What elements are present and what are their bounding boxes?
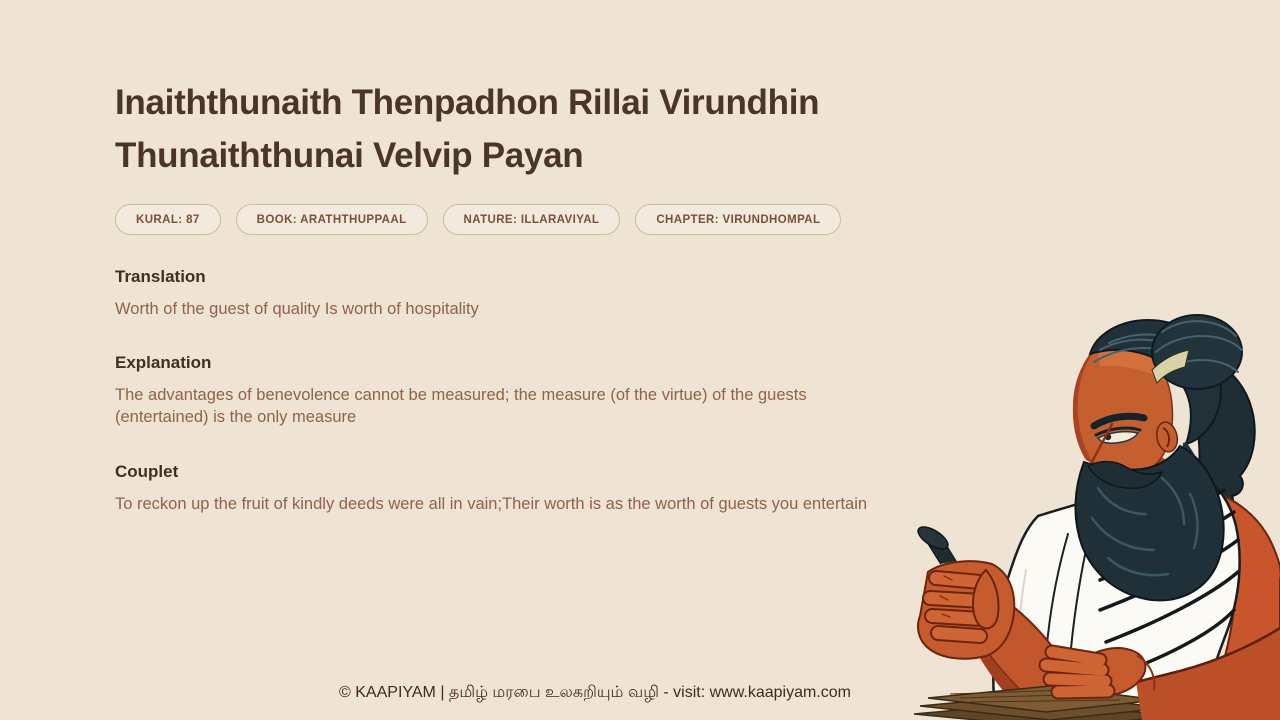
badge-nature: NATURE: ILLARAVIYAL [443,204,621,235]
page-title: Inaiththunaith Thenpadhon Rillai Virundhin Thunaiththunai Velvip Payan [115,83,820,175]
explanation-heading: Explanation [115,353,212,372]
explanation-body: The advantages of benevolence cannot be measured; the measure (of the virtue) of the guests (entertained) is the only measure [115,386,807,426]
translation-heading: Translation [115,267,206,286]
footer-credit: © KAAPIYAM | தமிழ் மரபை உலகறியும் வழி - visit: www.kaapiyam.com [339,684,851,701]
couplet-heading: Couplet [115,462,179,481]
couplet-body: To reckon up the fruit of kindly deeds were all in vain;Their worth is as the worth of guests you entertain [115,495,868,513]
badge-kural-number: KURAL: 87 [115,204,221,235]
section-explanation [115,353,885,428]
writing-hand [918,558,1014,659]
badge-chapter: CHAPTER: VIRUNDHOMPAL [635,204,841,235]
translation-body: Worth of the guest of quality Is worth of hospitality [115,300,479,318]
section-couplet [115,462,867,515]
badge-book: BOOK: ARATHTHUPPAAL [236,204,428,235]
thiruvalluvar-illustration [900,310,1280,720]
hair-bun [1152,315,1242,389]
badge-row [115,204,841,235]
section-translation [115,267,479,320]
